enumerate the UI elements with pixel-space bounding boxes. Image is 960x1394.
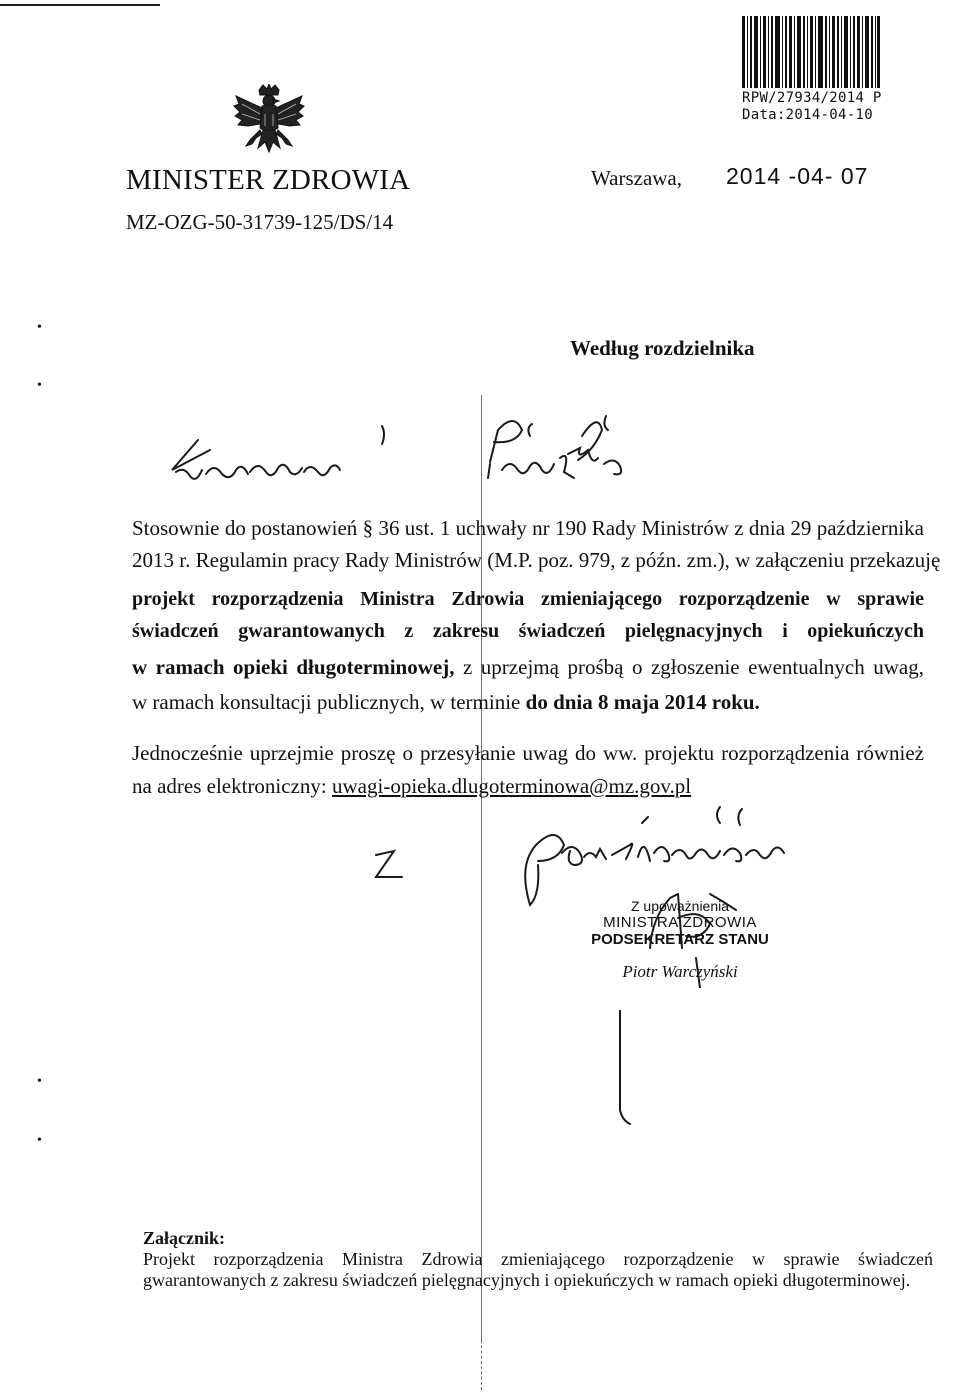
- ministry-title: MINISTER ZDROWIA: [126, 164, 411, 196]
- stamp-authorization: Z upoważnienia: [630, 898, 730, 914]
- body-line-bold: świadczeń gwarantowanych z zakresu świadczeń pielęgnacyjnych i opiekuńczych: [132, 620, 924, 642]
- top-edge-rule: [0, 4, 160, 6]
- margin-dot: •: [37, 1133, 42, 1148]
- margin-dot: •: [37, 378, 42, 393]
- body-bold-phrase: w ramach opieki długoterminowej,: [132, 655, 455, 679]
- attachment-label: Załącznik:: [143, 1228, 226, 1248]
- margin-dot: •: [37, 320, 42, 335]
- deadline-text: do dnia 8 maja 2014 roku.: [525, 690, 760, 714]
- recipient-line: Według rozdzielnika: [570, 336, 755, 360]
- registry-date: Data:2014-04-10: [742, 107, 873, 123]
- signature-stroke-icon: [600, 1010, 660, 1130]
- body-phrase: w ramach konsultacji publicznych, w terminie: [132, 690, 526, 714]
- body-phrase: na adres elektroniczny:: [132, 774, 332, 798]
- body-line: Jednocześnie uprzejmie proszę o przesyłanie uwag do ww. projektu rozporządzenia również: [132, 741, 924, 765]
- registry-number: RPW/27934/2014 P: [742, 90, 882, 106]
- barcode-icon: [742, 16, 880, 88]
- body-line: [132, 690, 760, 715]
- margin-dot: •: [37, 1074, 42, 1089]
- signatory-name: Piotr Warczyński: [622, 962, 738, 981]
- stamp-position: PODSEKRETARZ STANU: [591, 931, 769, 948]
- stamp-signature-icon: [560, 888, 800, 988]
- stamp-ministry: MINISTRA ZDROWIA: [603, 914, 757, 931]
- body-line: [132, 655, 924, 680]
- attachment-line: Projekt rozporządzenia Ministra Zdrowia zmieniającego rozporządzenie w sprawie świadczeń: [143, 1249, 933, 1269]
- handwritten-annotation-icon: [150, 400, 690, 500]
- body-line: [132, 774, 691, 799]
- body-line: 2013 r. Regulamin pracy Rady Ministrów (M.P. poz. 979, z późn. zm.), w załączeniu przekazuję: [132, 548, 941, 572]
- polish-eagle-emblem-icon: [232, 84, 306, 162]
- scan-fold-line: [481, 1340, 483, 1390]
- attachment-line: gwarantowanych z zakresu świadczeń pielęgnacyjnych i opiekuńczych w ramach opieki długoterminowej.: [143, 1270, 911, 1290]
- body-line-bold: projekt rozporządzenia Ministra Zdrowia zmieniającego rozporządzenie w sprawie: [132, 588, 924, 610]
- body-phrase: z uprzejmą prośbą o zgłoszenie ewentualnych uwag,: [454, 655, 924, 679]
- letter-date-stamp: 2014 -04- 07: [726, 163, 869, 189]
- place-label: Warszawa,: [591, 166, 683, 190]
- body-line: Stosownie do postanowień § 36 ust. 1 uchwały nr 190 Rady Ministrów z dnia 29 października: [132, 516, 924, 540]
- reference-number: MZ-OZG-50-31739-125/DS/14: [126, 210, 394, 234]
- email-link[interactable]: uwagi-opieka.dlugoterminowa@mz.gov.pl: [332, 774, 692, 798]
- barcode-caption: [742, 90, 882, 124]
